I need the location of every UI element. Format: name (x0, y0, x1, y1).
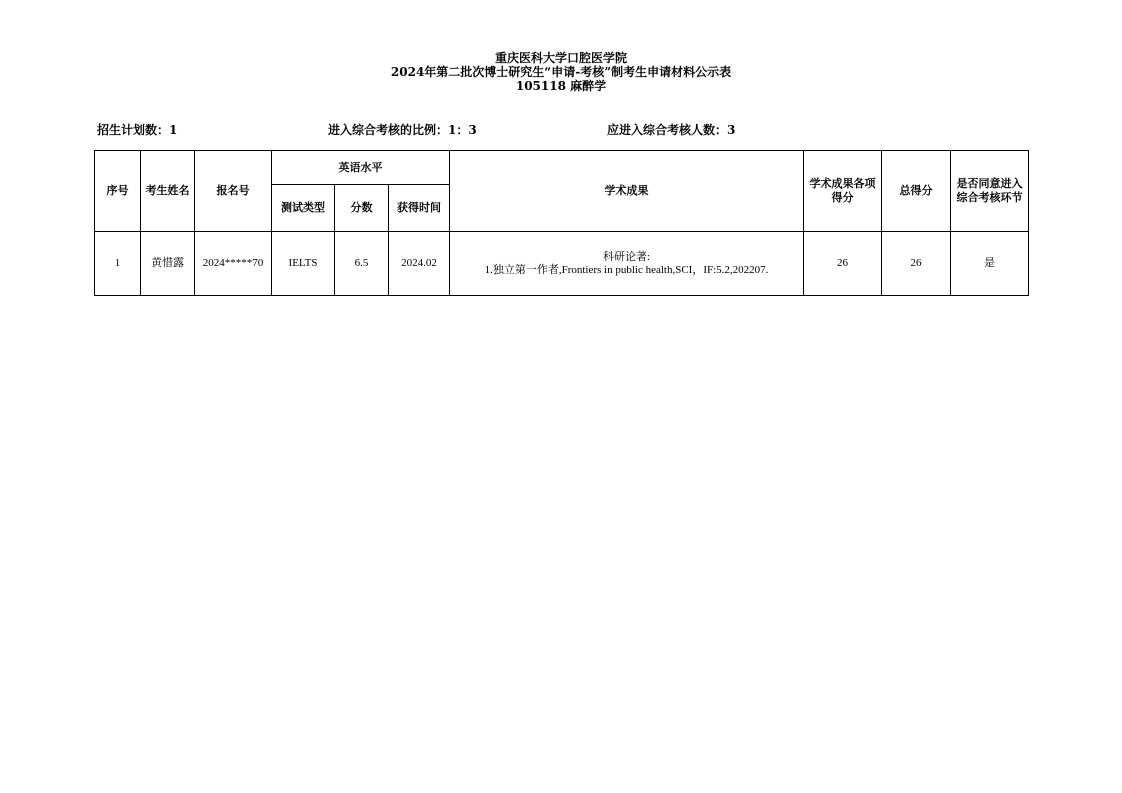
header-reg-no: 报名号 (195, 151, 272, 232)
summary-count-label: 应进入综合考核人数： (607, 123, 728, 137)
header-academic-score: 学术成果各项得分 (804, 151, 882, 232)
summary-exam-count (607, 123, 735, 137)
cell-test-type: IELTS (272, 232, 335, 296)
cell-name: 黄惜露 (141, 232, 195, 296)
cell-total-score: 26 (882, 232, 951, 296)
cell-seq: 1 (95, 232, 141, 296)
cell-score: 6.5 (335, 232, 389, 296)
cell-obtained-time: 2024.02 (389, 232, 450, 296)
header-name: 考生姓名 (141, 151, 195, 232)
header-obtained-time: 获得时间 (389, 185, 450, 232)
header-agree: 是否同意进入综合考核环节 (951, 151, 1029, 232)
summary-count-value: 3 (727, 123, 736, 137)
summary-ratio-value: 1：3 (448, 123, 477, 137)
header-test-type: 测试类型 (272, 185, 335, 232)
cell-reg-no: 2024*****70 (195, 232, 272, 296)
header-seq: 序号 (95, 151, 141, 232)
academic-line: 1.独立第一作者,Frontiers in public health,SCI，IF:5.2,202207. (484, 263, 769, 276)
summary-plan-label: 招生计划数： (97, 123, 170, 137)
page-title-block (0, 51, 1122, 93)
cell-academic-score: 26 (804, 232, 882, 296)
header-total-score: 总得分 (882, 151, 951, 232)
page-title-school: 重庆医科大学口腔医学院 (494, 51, 627, 65)
page-title-major: 105118 麻醉学 (515, 79, 607, 93)
table-row (95, 232, 1029, 296)
summary-plan-count (97, 123, 177, 137)
cell-agree: 是 (951, 232, 1029, 296)
header-academic: 学术成果 (450, 151, 804, 232)
summary-ratio-label: 进入综合考核的比例： (328, 123, 449, 137)
table-header-row (95, 151, 1029, 185)
applicant-table (94, 150, 1029, 296)
cell-academic (450, 232, 804, 296)
summary-plan-value: 1 (169, 123, 178, 137)
header-score: 分数 (335, 185, 389, 232)
page-title-table: 2024年第二批次博士研究生“申请-考核”制考生申请材料公示表 (390, 65, 732, 79)
summary-ratio (328, 123, 477, 137)
academic-line: 科研论著: (602, 250, 651, 263)
header-english-level: 英语水平 (272, 151, 450, 185)
